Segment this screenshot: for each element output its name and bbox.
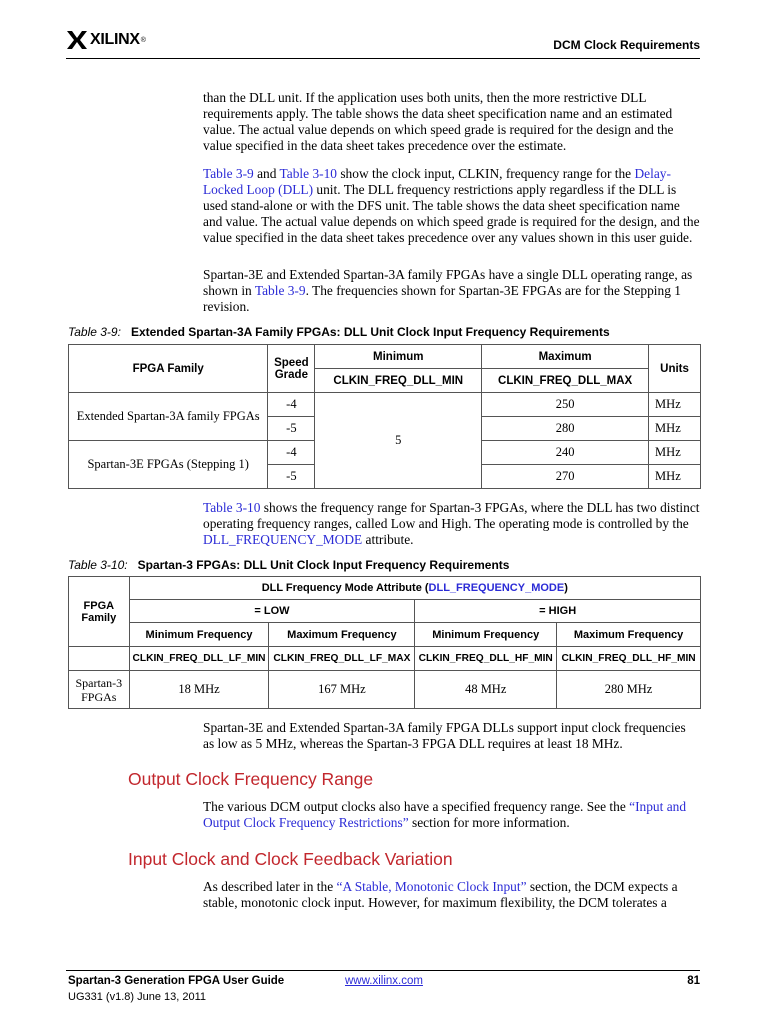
paragraph-dll-support: Spartan-3E and Extended Spartan-3A family FPGA DLLs support input clock frequencies as low as 5 MHz, whereas the Spartan-3 FPGA DLL requires at least 18 MHz.	[203, 720, 686, 751]
header-fpga-family: FPGA Family	[69, 345, 268, 393]
header-minimum: Minimum	[315, 345, 482, 369]
paragraph-output-clocks: The various DCM output clocks also have a specified frequency range. See the “Input and Output Clock Frequency Restrictions” section for more information.	[203, 799, 687, 830]
cell-speed: -5	[268, 417, 315, 441]
cell-family: Extended Spartan-3A family FPGAs	[69, 393, 268, 441]
header-dll-frequency-mode: DLL Frequency Mode Attribute (DLL_FREQUENCY_MODE)	[129, 577, 700, 600]
header-units: Units	[649, 345, 701, 393]
link-dll-frequency-mode[interactable]: DLL_FREQUENCY_MODE	[203, 532, 363, 547]
footer-document-version: UG331 (v1.8) June 13, 2011	[68, 991, 206, 1003]
footer-rule	[66, 970, 700, 971]
footer-document-title: Spartan-3 Generation FPGA User Guide	[68, 975, 285, 987]
header-min-frequency-low: Minimum Frequency	[129, 623, 269, 647]
paragraph-clock-input-range: Table 3-9 and Table 3-10 show the clock input, CLKIN, frequency range for the Delay-Locked Loop (DLL) unit. The DLL frequency restrictions apply regardless if the DLL is used stand-alone or with the DFS unit. The table shows the data sheet specification name and value. The actual value depends on which speed grade is required for the design, and the value specified in the data sheet takes precedence over any values shown in this user guide.	[203, 166, 700, 245]
header-low: = LOW	[129, 600, 415, 623]
cell-family: Spartan-3E FPGAs (Stepping 1)	[69, 441, 268, 489]
header-fpga-family: FPGA Family	[69, 577, 130, 647]
cell-lf-min: 18 MHz	[129, 671, 269, 709]
footer-page-number: 81	[687, 975, 700, 987]
header-min-spec: CLKIN_FREQ_DLL_MIN	[315, 369, 482, 393]
link-dll-frequency-mode[interactable]: DLL_FREQUENCY_MODE	[428, 582, 565, 594]
paragraph-stable-clock: As described later in the “A Stable, Monotonic Clock Input” section, the DCM expects a stable, monotonic clock input. However, for maximum flexibility, the DCM tolerates a	[203, 879, 678, 910]
link-table-3-9[interactable]: Table 3-9	[203, 166, 254, 181]
link-table-3-10[interactable]: Table 3-10	[279, 166, 337, 181]
heading-output-clock-frequency-range: Output Clock Frequency Range	[128, 769, 374, 789]
header-max-frequency-high: Maximum Frequency	[557, 623, 701, 647]
cell-units: MHz	[649, 393, 701, 417]
header-rule	[66, 58, 700, 59]
header-speed-grade: Speed Grade	[268, 345, 315, 393]
logo-wordmark: XILINX	[90, 31, 140, 48]
cell-empty	[69, 647, 130, 671]
heading-input-clock-feedback-variation: Input Clock and Clock Feedback Variation	[128, 849, 453, 869]
paragraph-dll-restrictive: than the DLL unit. If the application uses both units, then the more restrictive DLL requirements apply. The table shows the data sheet specification name and an estimated value. The actual value depends on which speed grade is required for the design and the value specified in the data sheet takes precedence over the estimate.	[203, 90, 674, 153]
header-spec-lf-max: CLKIN_FREQ_DLL_LF_MAX	[269, 647, 415, 671]
cell-max: 270	[482, 465, 649, 489]
header-min-frequency-high: Minimum Frequency	[415, 623, 557, 647]
header-maximum: Maximum	[482, 345, 649, 369]
cell-units: MHz	[649, 465, 701, 489]
table-3-10	[68, 576, 701, 709]
cell-speed: -4	[268, 441, 315, 465]
table-3-9-caption: Table 3-9: Extended Spartan-3A Family FPGAs: DLL Unit Clock Input Frequency Requirements	[68, 325, 610, 339]
cell-min-value: 5	[315, 393, 482, 489]
section-title: DCM Clock Requirements	[553, 38, 700, 52]
cell-max: 280	[482, 417, 649, 441]
cell-speed: -5	[268, 465, 315, 489]
xilinx-x-icon	[66, 30, 88, 50]
cell-hf-max: 280 MHz	[557, 671, 701, 709]
header-spec-lf-min: CLKIN_FREQ_DLL_LF_MIN	[129, 647, 269, 671]
table-3-9	[68, 344, 701, 489]
link-stable-monotonic-clock[interactable]: “A Stable, Monotonic Clock Input”	[336, 879, 527, 894]
cell-hf-min: 48 MHz	[415, 671, 557, 709]
header-spec-hf-max: CLKIN_FREQ_DLL_HF_MIN	[557, 647, 701, 671]
header-max-frequency-low: Maximum Frequency	[269, 623, 415, 647]
cell-units: MHz	[649, 417, 701, 441]
paragraph-single-dll-range: Spartan-3E and Extended Spartan-3A family FPGAs have a single DLL operating range, as shown in Table 3-9. The frequencies shown for Spartan-3E FPGAs are for the Stepping 1 revision.	[203, 267, 693, 314]
link-delay-locked-loop[interactable]: Delay-Locked Loop (DLL)	[203, 166, 671, 197]
cell-family: Spartan-3 FPGAs	[69, 671, 130, 709]
paragraph-spartan3-range: Table 3-10 shows the frequency range for Spartan-3 FPGAs, where the DLL has two distinct operating frequency ranges, called Low and High. The operating mode is controlled by the DLL_FREQUENCY_MODE attribute.	[203, 500, 700, 547]
footer-xilinx-link[interactable]: www.xilinx.com	[345, 975, 423, 987]
link-table-3-9[interactable]: Table 3-9	[254, 283, 306, 298]
cell-speed: -4	[268, 393, 315, 417]
link-input-output-restrictions[interactable]: “Input and Output Clock Frequency Restrictions”	[203, 799, 687, 830]
cell-max: 240	[482, 441, 649, 465]
header-spec-hf-min: CLKIN_FREQ_DLL_HF_MIN	[415, 647, 557, 671]
table-row	[69, 393, 701, 417]
cell-units: MHz	[649, 441, 701, 465]
cell-max: 250	[482, 393, 649, 417]
header-max-spec: CLKIN_FREQ_DLL_MAX	[482, 369, 649, 393]
header-high: = HIGH	[415, 600, 701, 623]
cell-lf-max: 167 MHz	[269, 671, 415, 709]
link-table-3-10[interactable]: Table 3-10	[203, 500, 261, 515]
logo-registered-mark: ®	[140, 36, 146, 44]
xilinx-logo	[66, 30, 146, 50]
table-3-10-caption: Table 3-10: Spartan-3 FPGAs: DLL Unit Clock Input Frequency Requirements	[68, 558, 510, 572]
table-row	[69, 671, 701, 709]
